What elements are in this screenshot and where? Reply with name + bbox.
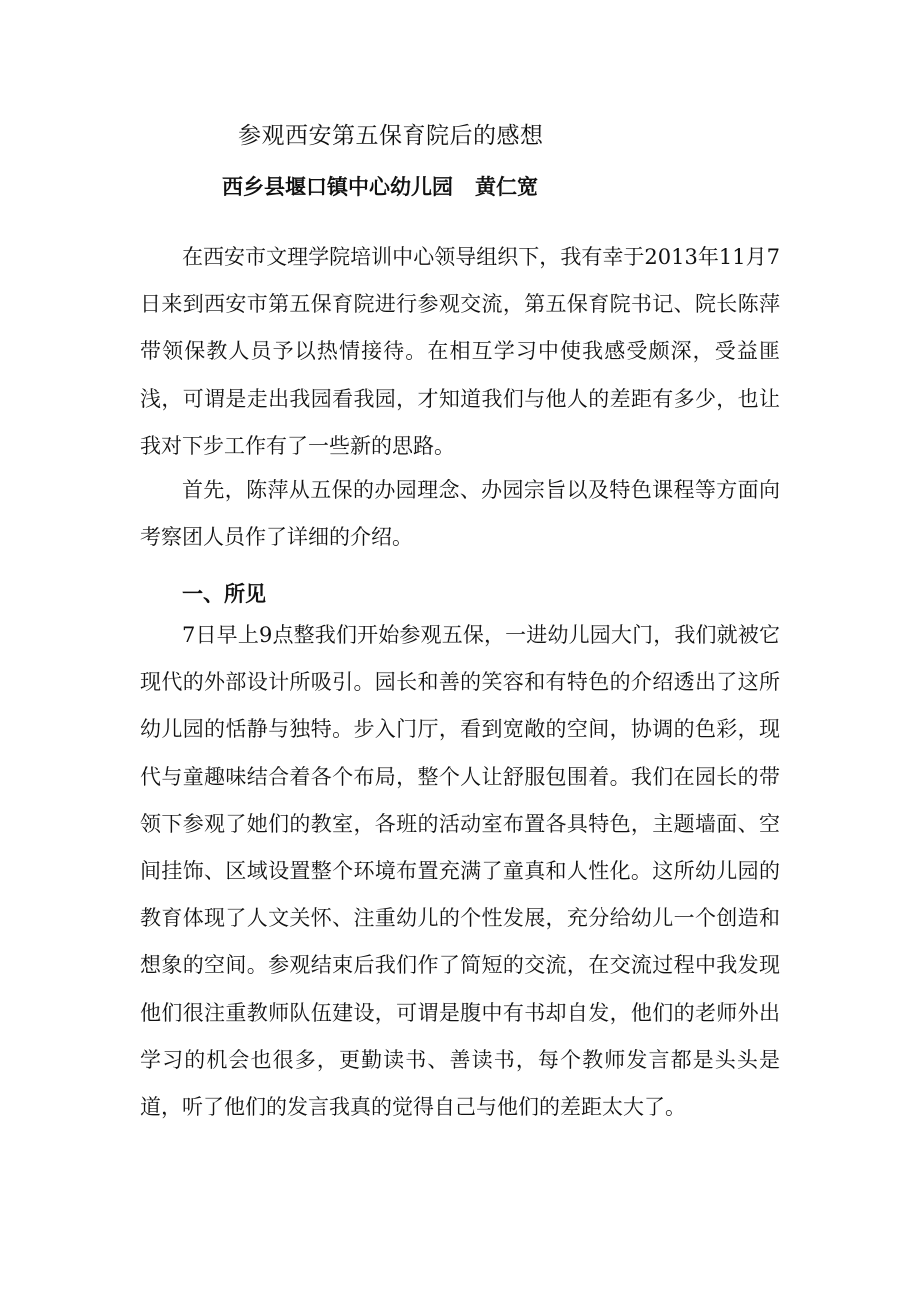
- section-heading: 一、所见: [182, 581, 266, 606]
- author-school: 西乡县堰口镇中心幼儿园: [222, 174, 453, 199]
- author-name: 黄仁宽: [475, 174, 538, 199]
- paragraph-first: 首先，陈萍从五保的办园理念、办园宗旨以及特色课程等方面向考察团人员作了详细的介绍。: [140, 478, 780, 550]
- paragraph-intro: 在西安市文理学院培训中心领导组织下，我有幸于2013年11月7日来到西安市第五保育院进行参观交流，第五保育院书记、院长陈萍带领保教人员予以热情接待。在相互学习中使我感受颇深，受益匪浅，可谓是走出我园看我园，才知道我们与他人的差距有多少，也让我对下步工作有了一些新的思路。: [140, 245, 780, 458]
- paragraph-seen-block: [140, 612, 780, 1131]
- paragraph-seen: 7日早上9点整我们开始参观五保，一进幼儿园大门，我们就被它现代的外部设计所吸引。园长和善的笑容和有特色的介绍透出了这所幼儿园的恬静与独特。步入门厅，看到宽敞的空间，协调的色彩，现代与童趣味结合着各个布局，整个人让舒服包围着。我们在园长的带领下参观了她们的教室，各班的活动室布置各具特色，主题墙面、空间挂饰、区域设置整个环境布置充满了童真和人性化。这所幼儿园的教育体现了人文关怀、注重幼儿的个性发展，充分给幼儿一个创造和想象的空间。参观结束后我们作了简短的交流，在交流过程中我发现他们很注重教师队伍建设，可谓是腹中有书却自发，他们的老师外出学习的机会也很多，更勤读书、善读书，每个教师发言都是头头是道，听了他们的发言我真的觉得自己与他们的差距太大了。: [140, 623, 780, 1120]
- document-title: 参观西安第五保育院后的感想: [238, 123, 544, 149]
- author-line: [222, 170, 538, 204]
- paragraph-intro-block: [140, 234, 780, 470]
- paragraph-first-block: [140, 467, 780, 561]
